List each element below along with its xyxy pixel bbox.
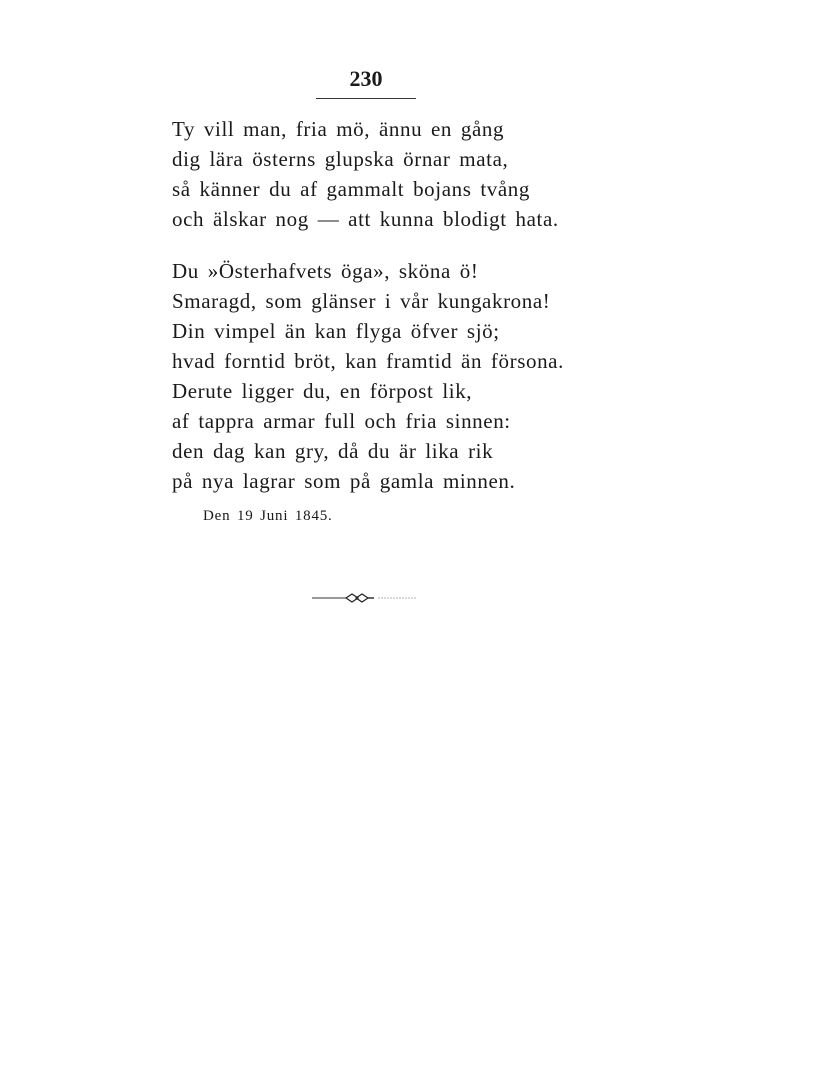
verse-line: Din vimpel än kan flyga öfver sjö;	[172, 319, 500, 343]
verse-line: och älskar nog — att kunna blodigt hata.	[172, 207, 559, 231]
stanza-2	[172, 256, 564, 496]
page-number: 230	[349, 66, 383, 91]
stanza-1	[172, 114, 559, 234]
ornament-divider	[312, 592, 416, 604]
verse-line: på nya lagrar som på gamla minnen.	[172, 469, 516, 493]
header-rule	[316, 98, 416, 99]
verse-line: Derute ligger du, en förpost lik,	[172, 379, 473, 403]
date-line: Den 19 Juni 1845.	[203, 508, 333, 524]
verse-line: Du »Österhafvets öga», sköna ö!	[172, 259, 479, 283]
verse-line: dig lära österns glupska örnar mata,	[172, 147, 509, 171]
verse-line: af tappra armar full och fria sinnen:	[172, 409, 511, 433]
verse-line: Ty vill man, fria mö, ännu en gång	[172, 117, 505, 141]
verse-line: den dag kan gry, då du är lika rik	[172, 439, 494, 463]
verse-line: så känner du af gammalt bojans tvång	[172, 177, 531, 201]
verse-line: Smaragd, som glänser i vår kungakrona!	[172, 289, 551, 313]
verse-line: hvad forntid bröt, kan framtid än försona.	[172, 349, 564, 373]
